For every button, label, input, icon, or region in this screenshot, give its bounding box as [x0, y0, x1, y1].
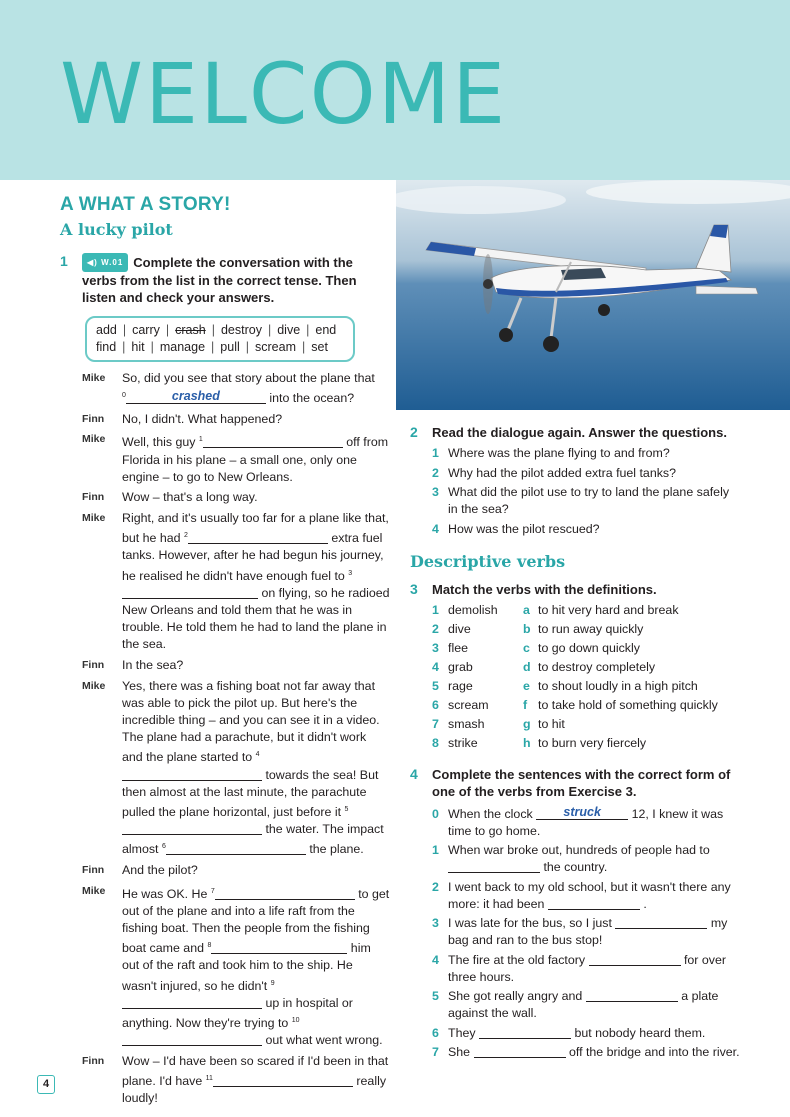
- dialogue-turn: [60, 411, 390, 428]
- definition-letter: e: [523, 678, 530, 693]
- sentence-text: 12, I knew it was time to go home.: [448, 806, 724, 838]
- plane-photo: [396, 180, 790, 410]
- dialogue-text: on flying, so he radioed New Orleans and told them that he was in trouble. He told them he had to land the plane in the sea.: [122, 585, 390, 652]
- dialogue-text: He was OK. He: [122, 886, 208, 901]
- list-item: [410, 484, 740, 518]
- answer-gap[interactable]: [536, 804, 628, 820]
- section-title: A WHAT A STORY!: [60, 194, 231, 215]
- definition: to hit very hard and break: [538, 602, 679, 617]
- answer-gap[interactable]: [122, 996, 262, 1009]
- dialogue-text: Wow – I'd have been so scared if I'd been in that plane. I'd have: [122, 1053, 389, 1089]
- audio-track-label: W.01: [101, 258, 124, 267]
- instruction-text: Complete the conversation with the verbs from the list in the correct tense. Then listen and check your answers.: [82, 255, 357, 305]
- list-item: [410, 521, 740, 538]
- item-number: 5: [432, 678, 439, 693]
- sentence-text: but nobody heard them.: [574, 1025, 706, 1040]
- answer-gap[interactable]: [203, 435, 343, 448]
- plane-illustration: [396, 180, 790, 410]
- dialogue-text: towards the sea! But then almost at the last minute, the parachute pulled the plane horizontal, just before it: [122, 767, 379, 820]
- definition: to hit: [538, 716, 565, 731]
- sentence-text: When the clock: [448, 806, 533, 821]
- gap-number: 1: [198, 436, 203, 444]
- dialogue-text: No, I didn't. What happened?: [122, 411, 283, 426]
- word-item-crossed: crash: [175, 323, 206, 337]
- dialogue-text: Well, this guy: [122, 435, 196, 450]
- dialogue-turn: [60, 510, 390, 654]
- item-number: 1: [432, 843, 439, 857]
- match-row: [410, 659, 740, 676]
- exercise-3-instruction: [410, 581, 740, 598]
- dialogue-text: him out of the raft and took him to the ship. He wasn't injured, so he didn't: [122, 941, 371, 993]
- item-number: 6: [432, 697, 439, 712]
- dialogue-text: extra fuel tanks. However, after he had begun his journey, he realised he didn't have enough fuel to: [122, 531, 384, 583]
- dialogue-text: the plane.: [309, 842, 364, 857]
- answer-gap[interactable]: [211, 941, 347, 954]
- exercise-1-instruction: [60, 253, 390, 306]
- page-number: 4: [37, 1075, 55, 1094]
- gap-number: 6: [161, 843, 166, 851]
- word-item: end: [315, 323, 337, 337]
- definition-letter: c: [523, 640, 530, 655]
- definition-letter: g: [523, 716, 531, 731]
- question-text: What did the pilot use to try to land the plane safely in the sea?: [448, 485, 730, 516]
- word-list-row: find | hit | manage | pull | scream | set: [93, 339, 347, 356]
- list-item: [410, 988, 740, 1022]
- welcome-banner: [0, 0, 790, 180]
- gap-number: 11: [205, 1075, 213, 1083]
- dialogue-turn: [60, 370, 390, 407]
- gap-number: 7: [210, 887, 215, 895]
- word-list-row: add | carry | crash | destroy | dive | end: [93, 322, 347, 339]
- dialogue-turn: [60, 862, 390, 879]
- item-number: 2: [432, 621, 439, 636]
- left-column: [60, 194, 390, 1111]
- sentence-text: They: [448, 1025, 476, 1040]
- sentence-text: The fire at the old factory: [448, 952, 586, 967]
- answer-gap[interactable]: [448, 860, 540, 873]
- match-row: [410, 621, 740, 638]
- gap-number: 0: [122, 392, 126, 400]
- speaker-name: Mike: [82, 679, 106, 692]
- gap-number: 8: [207, 942, 212, 950]
- sentence-text: a plate against the wall.: [448, 989, 719, 1020]
- exercise-2-instruction: [410, 424, 740, 441]
- dialogue-text: off from Florida in his plane – a small one, only one engine – to go to New Orleans.: [122, 435, 389, 484]
- dialogue-text: to get out of the plane and into a life raft from the fishing boat. Then the people from the fishing boat came and: [122, 886, 390, 956]
- match-row: [410, 735, 740, 752]
- item-number: 1: [432, 446, 439, 460]
- item-number: 4: [432, 521, 439, 536]
- word-item: scream: [255, 340, 296, 354]
- sentence-text: my bag and ran to the bus stop!: [448, 916, 728, 947]
- definition: to burn very fiercely: [538, 735, 647, 750]
- sentence-text: I went back to my old school, but it wasn't there any more: it had been: [448, 879, 731, 911]
- word-item: pull: [220, 340, 240, 354]
- dialogue-text: the water. The impact almost: [122, 822, 384, 857]
- word-list-box: [85, 316, 355, 362]
- speaker-name: Finn: [82, 412, 105, 425]
- item-number: 2: [432, 879, 439, 894]
- item-number: 8: [432, 735, 439, 750]
- question-text: How was the pilot rescued?: [448, 521, 600, 536]
- dialogue-turn: [60, 883, 390, 1050]
- dialogue-turn: [60, 489, 390, 506]
- exercise-4-instruction: [410, 766, 740, 800]
- match-row: [410, 716, 740, 733]
- example-answer: struck: [563, 804, 601, 819]
- speaker-name: Finn: [82, 864, 105, 877]
- question-text: Where was the plane flying to and from?: [448, 446, 670, 460]
- dialogue-text: Yes, there was a fishing boat not far away that was able to pick the pilot up. But here's the incredible thing – and you can see it in a video. The plane had a parachute, but it didn't work and the plane started to: [122, 678, 380, 765]
- word-item: destroy: [220, 323, 262, 337]
- word-item: manage: [159, 340, 206, 354]
- answer-gap[interactable]: [126, 391, 266, 404]
- speaker-name: Finn: [82, 659, 105, 671]
- sentence-text: off the bridge and into the river.: [568, 1045, 740, 1059]
- answer-gap[interactable]: [122, 1033, 262, 1046]
- gap-number: 4: [255, 751, 260, 759]
- definition-letter: a: [523, 602, 530, 617]
- answer-gap[interactable]: [615, 916, 707, 929]
- sentence-text: She: [448, 1045, 471, 1059]
- dialogue-turn: [60, 431, 390, 486]
- dialogue-text: Wow – that's a long way.: [122, 490, 258, 505]
- definition: to destroy completely: [538, 659, 656, 674]
- word-item: find: [96, 340, 117, 354]
- exercise-number: 4: [410, 765, 418, 782]
- sentence-text: .: [643, 896, 647, 911]
- dialogue: [60, 370, 390, 1107]
- item-number: 4: [432, 659, 439, 674]
- item-number: 4: [432, 952, 439, 967]
- dialogue-text: And the pilot?: [122, 863, 198, 878]
- definition: to go down quickly: [538, 640, 640, 655]
- audio-track-button[interactable]: [82, 253, 128, 272]
- item-number: 6: [432, 1025, 439, 1040]
- list-item: [410, 1025, 740, 1042]
- answer-gap[interactable]: [213, 1074, 353, 1087]
- gap-number: 2: [184, 532, 188, 540]
- speaker-name: Mike: [82, 433, 106, 446]
- list-item: [410, 806, 740, 840]
- word-item: set: [311, 340, 328, 354]
- verb: smash: [448, 716, 485, 731]
- speaker-name: Mike: [82, 372, 106, 384]
- page-title: WELCOME: [60, 45, 508, 143]
- dialogue-turn: [60, 1053, 390, 1108]
- definition: to shout loudly in a high pitch: [538, 678, 698, 693]
- answer-gap[interactable]: [122, 768, 262, 781]
- instruction-text: Complete the sentences with the correct form of one of the verbs from Exercise 3.: [432, 766, 731, 799]
- sentence-text: for over three hours.: [448, 952, 726, 984]
- answer-gap[interactable]: [589, 953, 681, 966]
- match-row: [410, 640, 740, 657]
- match-row: [410, 697, 740, 714]
- answer-gap[interactable]: [122, 586, 258, 599]
- sentence-text: the country.: [543, 860, 608, 874]
- list-item: [410, 879, 740, 913]
- list-item: [410, 445, 740, 462]
- speaker-name: Finn: [82, 491, 105, 504]
- exercise-number: 1: [60, 253, 68, 269]
- item-number: 3: [432, 916, 439, 930]
- item-number: 2: [432, 465, 439, 480]
- right-column: [410, 424, 740, 1064]
- definition-letter: d: [523, 659, 531, 674]
- answer-gap[interactable]: [548, 897, 640, 910]
- item-number: 3: [432, 485, 439, 499]
- definition-letter: f: [523, 697, 528, 712]
- answer-gap[interactable]: [122, 822, 262, 835]
- word-item: carry: [132, 323, 160, 337]
- gap-number: 3: [348, 569, 353, 577]
- list-item: [410, 952, 740, 986]
- dialogue-turn: [60, 657, 390, 674]
- instruction-text: Match the verbs with the definitions.: [432, 581, 657, 597]
- exercise-number: 2: [410, 424, 418, 440]
- dialogue-text: out what went wrong.: [265, 1033, 383, 1048]
- section-subtitle: A lucky pilot: [60, 220, 173, 239]
- definition-letter: b: [523, 621, 531, 636]
- gap-number: 9: [270, 979, 275, 987]
- speaker-name: Mike: [82, 511, 106, 524]
- list-item: [410, 915, 740, 949]
- list-item: [410, 1044, 740, 1061]
- sentence-text: She got really angry and: [448, 989, 583, 1003]
- verb: dive: [448, 621, 471, 636]
- descriptive-verbs-heading: Descriptive verbs: [410, 551, 566, 571]
- match-row: [410, 678, 740, 695]
- verb: scream: [448, 697, 489, 712]
- dialogue-text: In the sea?: [122, 658, 184, 672]
- sentence-text: When war broke out, hundreds of people had to: [448, 843, 710, 857]
- sentence-list: [410, 806, 740, 1062]
- sentence-text: I was late for the bus, so I just: [448, 916, 612, 930]
- match-row: [410, 602, 740, 619]
- instruction-text: Read the dialogue again. Answer the questions.: [432, 425, 727, 440]
- item-number: 7: [432, 1045, 439, 1059]
- definition: to take hold of something quickly: [538, 697, 718, 712]
- verb: strike: [448, 735, 478, 750]
- word-item: hit: [131, 340, 145, 354]
- example-answer: crashed: [171, 389, 220, 404]
- item-number: 1: [432, 602, 439, 617]
- verb: flee: [448, 640, 468, 655]
- speaker-name: Mike: [82, 884, 106, 897]
- answer-gap[interactable]: [479, 1026, 571, 1039]
- item-number: 0: [432, 806, 439, 821]
- item-number: 3: [432, 640, 439, 655]
- gap-number: 10: [291, 1017, 300, 1025]
- question-text: Why had the pilot added extra fuel tanks?: [448, 465, 676, 480]
- dialogue-turn: [60, 678, 390, 859]
- definition-letter: h: [523, 735, 531, 750]
- verb: grab: [448, 659, 473, 674]
- item-number: 7: [432, 716, 439, 731]
- match-list: [410, 602, 740, 752]
- answer-gap[interactable]: [474, 1045, 566, 1058]
- list-item: [410, 465, 740, 482]
- answer-gap[interactable]: [188, 531, 328, 544]
- answer-gap[interactable]: [215, 887, 355, 900]
- verb: demolish: [448, 602, 498, 617]
- dialogue-text: really loudly!: [122, 1074, 387, 1106]
- dialogue-text: up in hospital or anything. Now they're trying to: [122, 995, 353, 1031]
- item-number: 5: [432, 989, 439, 1003]
- speaker-name: Finn: [82, 1054, 105, 1067]
- speaker-icon: ◀): [87, 258, 98, 267]
- word-item: add: [96, 323, 117, 337]
- dialogue-text: So, did you see that story about the plane that: [122, 371, 375, 385]
- word-item: dive: [277, 323, 301, 337]
- answer-gap[interactable]: [586, 989, 678, 1002]
- answer-gap[interactable]: [166, 842, 306, 855]
- exercise-number: 3: [410, 580, 418, 597]
- gap-number: 5: [344, 806, 349, 814]
- list-item: [410, 842, 740, 876]
- definition: to run away quickly: [538, 621, 644, 636]
- question-list: [410, 445, 740, 538]
- dialogue-text: Right, and it's usually too far for a plane like that, but he had: [122, 510, 389, 546]
- verb: rage: [448, 678, 473, 693]
- dialogue-text: into the ocean?: [269, 391, 355, 406]
